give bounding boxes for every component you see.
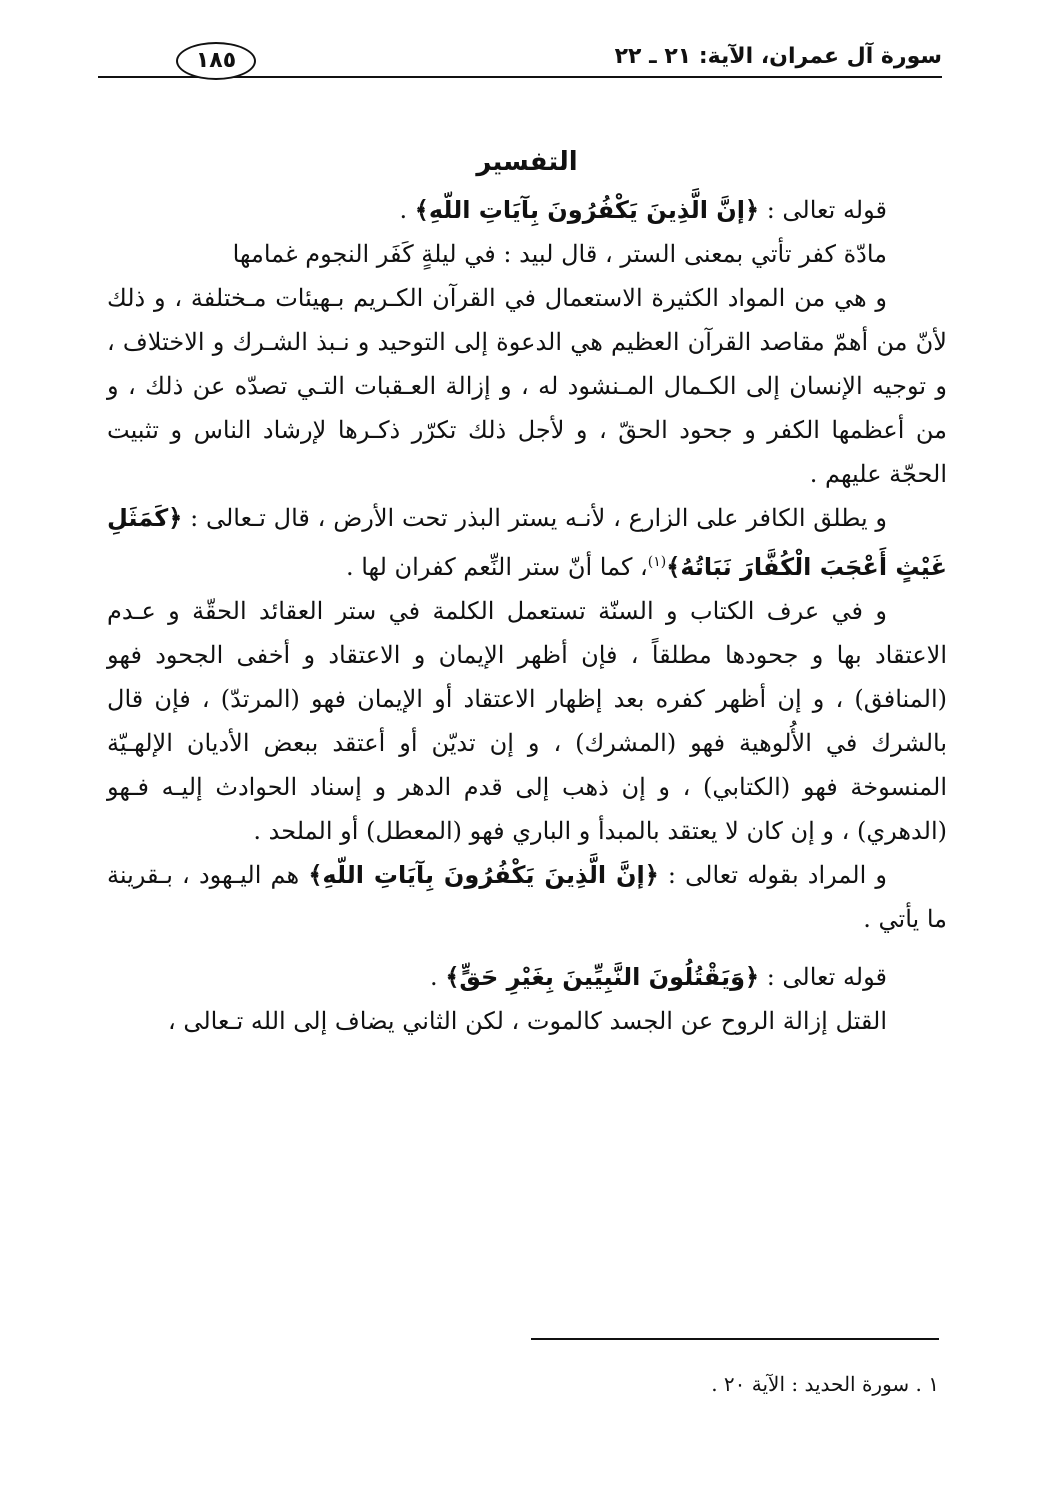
- paragraph-4: [107, 496, 947, 589]
- paragraph-5: و في عرف الكتاب و السنّة تستعمل الكلمة في ستر العقائد الحقّة و عـدم الاعتقاد بها و جحودها مطلقاً ، فإن أظهر الإيمان و الاعتقاد و أخفى الجحود فهو (المنافق) ، و إن أظهر كفره بعد إظهار الاعتقاد أو الإيمان فهو (المرتدّ) ، فإن قال بالشرك في الأُلوهية فهو (المشرك) ، و إن تديّن أو أعتقد ببعض الأديان الإلهـيّة المنسوخة فهو (الكتابي) ، و إن ذهب إلى قدم الدهر و إسناد الحوادث إليـه فـهو (الدهري) ، و إن كان لا يعتقد بالمبدأ و الباري فهو (المعطل) أو الملحد .: [107, 597, 948, 845]
- p1-prefix: قوله تعالى :: [759, 196, 887, 224]
- paragraph-8: القتل إزالة الروح عن الجسد كالموت ، لكن الثاني يضاف إلى الله تـعالى ،: [167, 1007, 887, 1035]
- p7-verse: ﴿وَيَقْتُلُونَ النَّبِيِّينَ بِغَيْرِ حَقٍّ﴾: [445, 963, 760, 991]
- section-heading: التفسير: [476, 147, 578, 177]
- p7-prefix: قوله تعالى :: [759, 963, 887, 991]
- p7-suffix: .: [430, 963, 446, 991]
- p4-footnote-ref: (١): [647, 554, 667, 570]
- paragraph-3: و هي من المواد الكثيرة الاستعمال في القرآن الكـريم بـهيئات مـختلفة ، و ذلك لأنّ من أهمّ مقاصد القرآن العظيم هي الدعوة إلى التوحيد و نـبذ الشـرك و الاختلاف ، و توجيه الإنسان إلى الكـمال المـنشود له ، و إزالة العـقبات التـي تصدّه عن ذلك ، و من أعظمها الكفر و جحود الحقّ ، و لأجل ذلك تكرّر ذكـرها لإرشاد الناس و تثبيت الحجّة عليهم .: [107, 284, 947, 488]
- paragraph-7: [107, 955, 947, 999]
- header-title: سورة آل عمران، الآية: ٢١ ـ ٢٢: [614, 44, 942, 69]
- p4-suffix: ، كما أنّ ستر النِّعم كفران لها .: [345, 553, 648, 581]
- p6-verse: ﴿إنَّ الَّذِينَ يَكْفُرُونَ بِآيَاتِ اللّهِ﴾: [308, 861, 659, 889]
- page-number-badge: ١٨٥: [176, 42, 256, 80]
- p1-verse: ﴿إنَّ الَّذِينَ يَكْفُرُونَ بِآيَاتِ اللّهِ﴾: [414, 196, 760, 224]
- paragraph-2: مادّة كفر تأتي بمعنى الستر ، قال لبيد : في ليلةٍ كَفَر النجوم غمامها: [232, 240, 887, 268]
- page-header: [98, 42, 942, 82]
- paragraph-1: [107, 188, 947, 232]
- body-text: [107, 140, 947, 1043]
- p4-verse: ﴿كَمَثَلِ غَيْثٍ أَعْجَبَ الْكُفَّارَ نَبَاتُهُ﴾: [107, 504, 947, 581]
- p1-suffix: .: [399, 196, 415, 224]
- p6-prefix: و المراد بقوله تعالى :: [658, 861, 887, 889]
- spacer: [107, 941, 947, 955]
- p6-suffix: هم اليـهود ، بـقرينة ما يأتي .: [107, 861, 947, 933]
- footnote-rule: [531, 1338, 939, 1340]
- paragraph-6: [107, 853, 947, 941]
- footnote: ١ . سورة الحديد : الآية ٢٠ .: [711, 1372, 939, 1396]
- p4-text: و يطلق الكافر على الزارع ، لأنـه يستر البذر تحت الأرض ، قال تـعالى :: [182, 504, 887, 532]
